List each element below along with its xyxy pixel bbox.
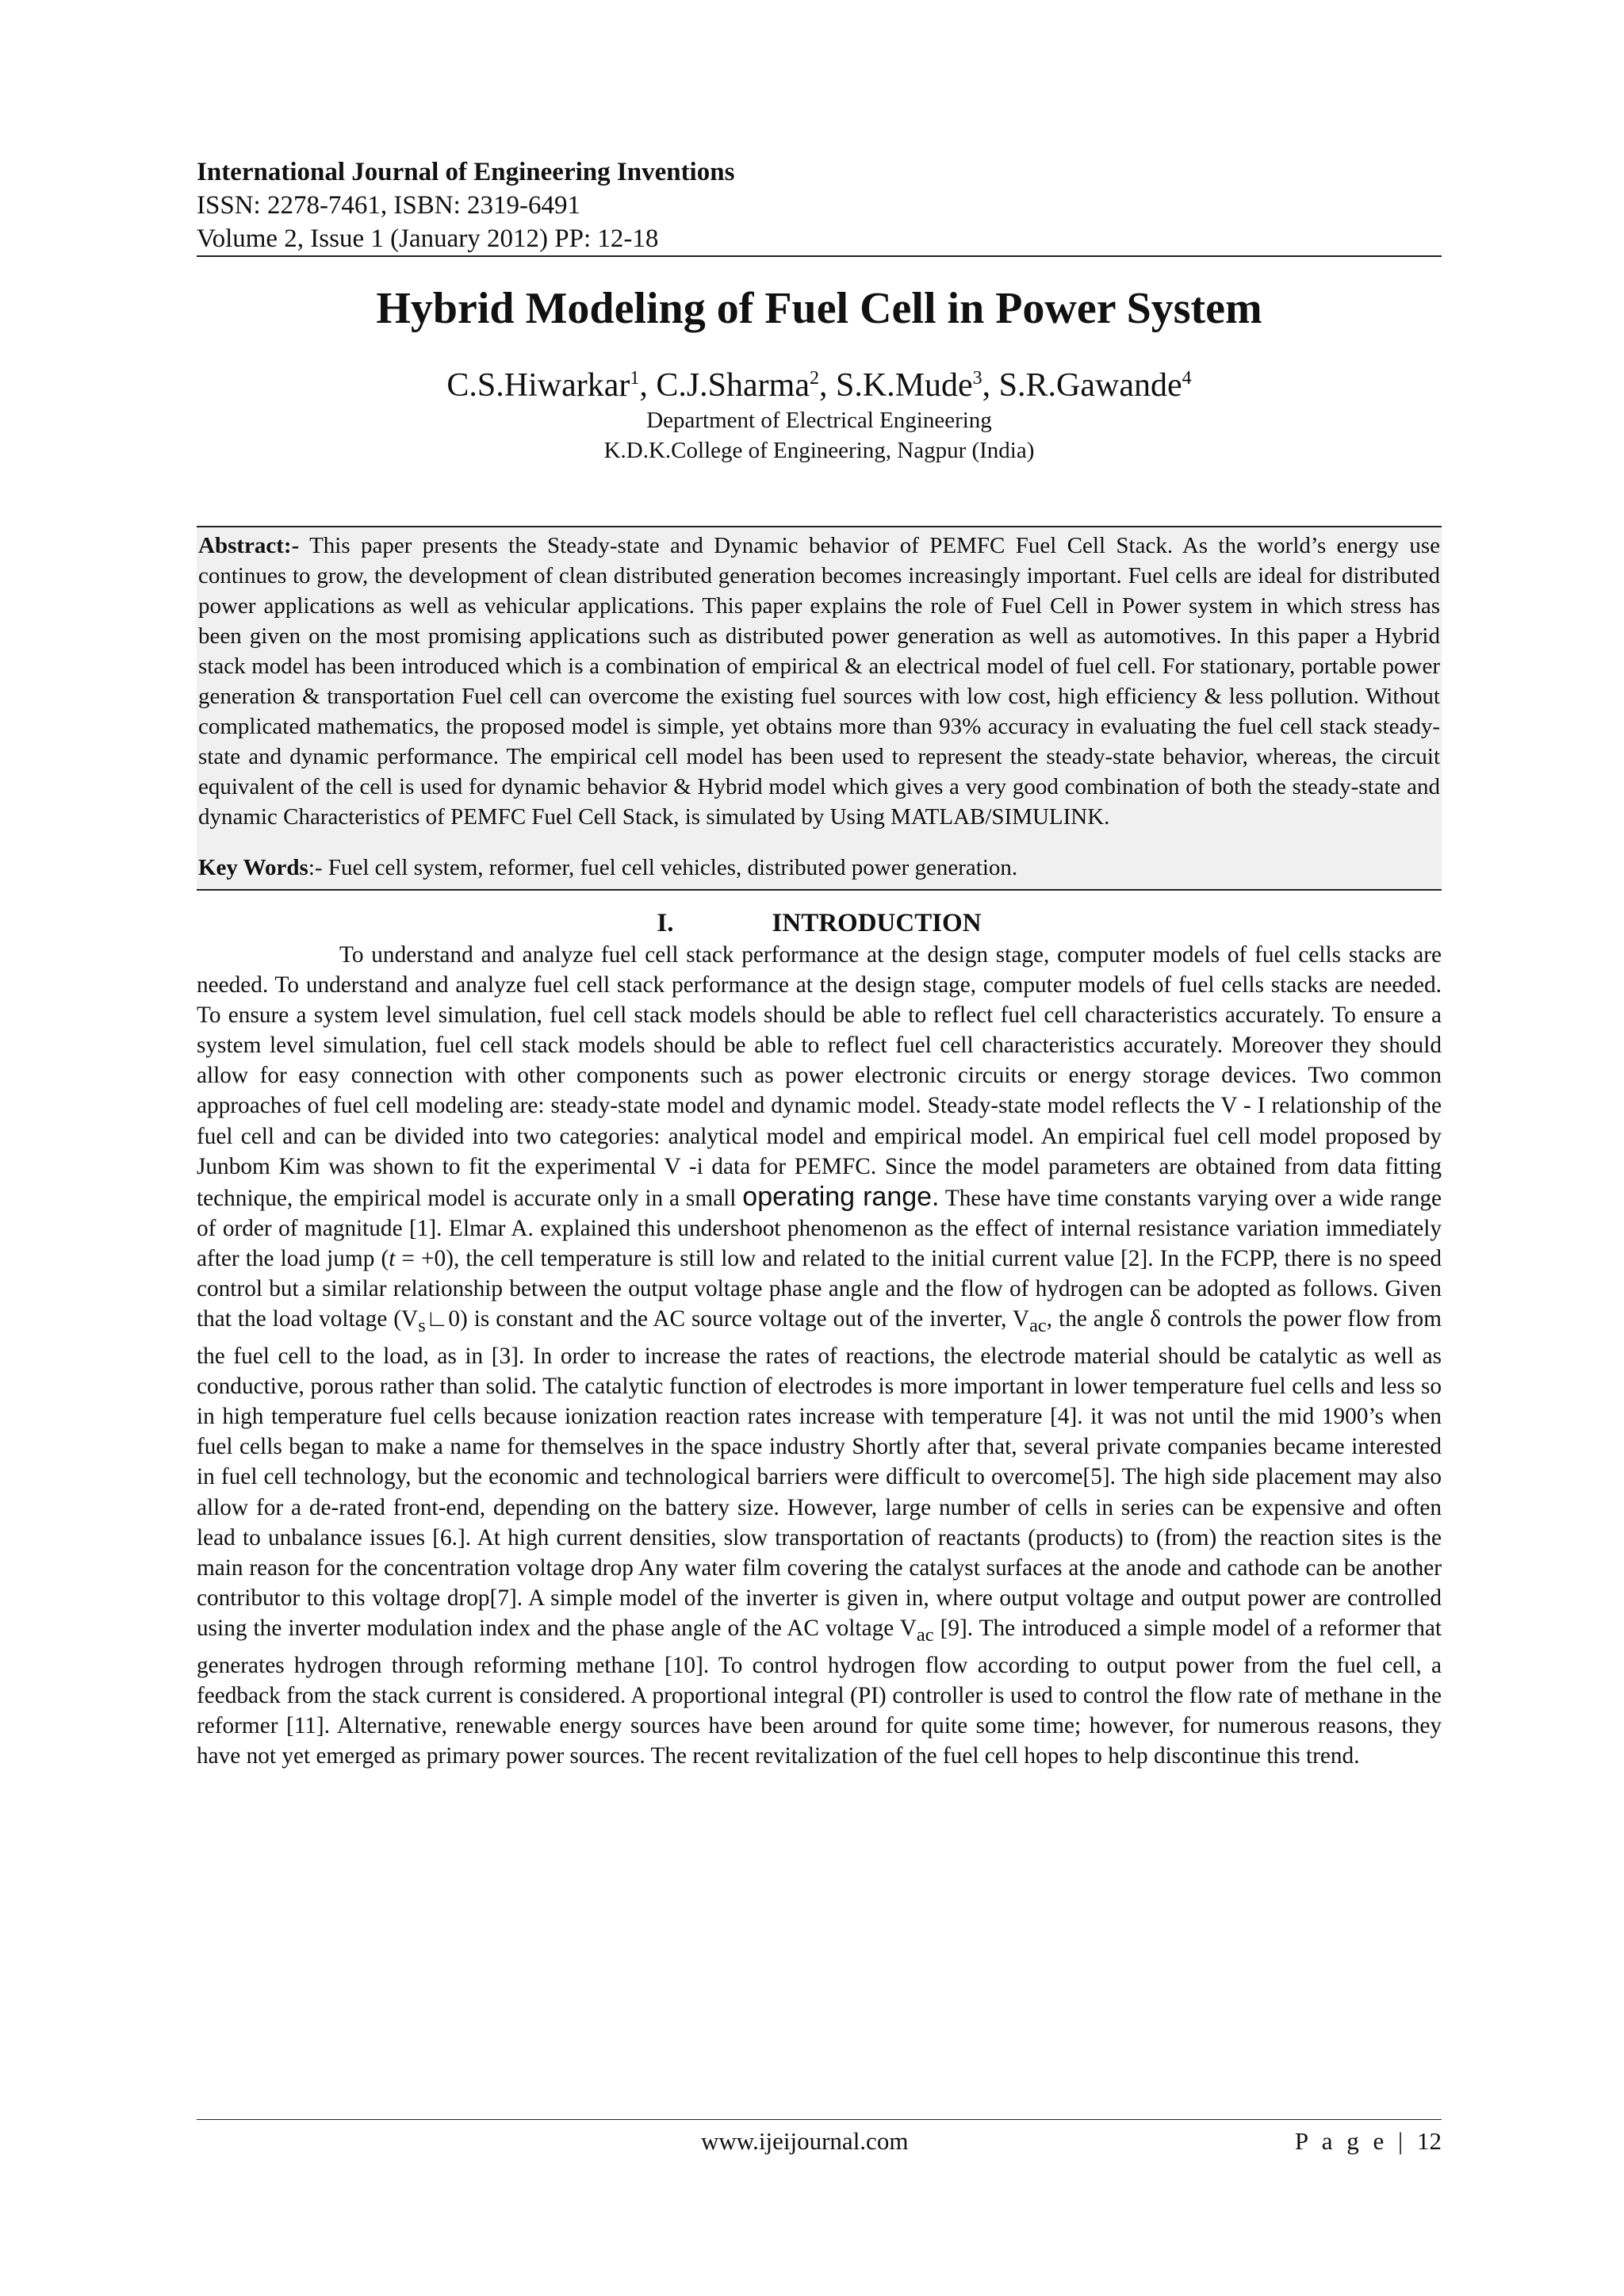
footer-rule xyxy=(197,2119,1442,2120)
journal-header xyxy=(197,155,1442,255)
abstract xyxy=(198,531,1440,832)
journal-issn: ISSN: 2278-7461, ISBN: 2319-6491 xyxy=(197,191,581,220)
paper-title: Hybrid Modeling of Fuel Cell in Power System xyxy=(376,284,1262,333)
author-name: C.S.Hiwarkar xyxy=(446,367,630,404)
journal-name: International Journal of Engineering Inventions xyxy=(197,158,735,186)
keywords-sep: :- xyxy=(308,855,323,880)
author-sup: 3 xyxy=(972,368,982,389)
journal-volume: Volume 2, Issue 1 (January 2012) PP: 12-18 xyxy=(197,224,659,253)
author-name: C.J.Sharma xyxy=(656,367,810,404)
author-name: S.K.Mude xyxy=(835,367,973,404)
keywords-text: Fuel cell system, reformer, fuel cell vehicles, distributed power generation. xyxy=(322,855,1018,880)
intro-text-4: ∟0) is constant and the AC source voltage out of the inverter, V xyxy=(425,1306,1030,1332)
paper-page xyxy=(197,155,1442,1771)
intro-text-large: operating range. xyxy=(742,1181,940,1212)
intro-text-1: To understand and analyze fuel cell stack performance at the design stage, computer models of fuel cells stacks are needed. To understand and analyze fuel cell stack performance at the design stage, computer models of fuel cells stacks are needed. To ensure a system level simulation, fuel cell stack models should be able to reflect fuel cell characteristics accurately. To ensure a system level simulation, fuel cell stack models should be able to reflect fuel cell characteristics accurately. Moreover they should allow for easy connection with other components such as power electronic circuits or energy storage devices. Two common approaches of fuel cell modeling are: steady-state model and dynamic model. Steady-state model reflects the V - I relationship of the fuel cell and can be divided into two categories: analytical model and empirical model. An empirical fuel cell model proposed by Junbom Kim was shown to fit the experimental V -i data for PEMFC. Since the model parameters are obtained from data fitting technique, the empirical model is accurate only in a small xyxy=(197,942,1442,1211)
section-title: INTRODUCTION xyxy=(772,909,982,937)
affiliation-college: K.D.K.College of Engineering, Nagpur (India) xyxy=(603,438,1035,463)
page-label: P a g e | xyxy=(1294,2127,1408,2155)
keywords xyxy=(198,853,1440,883)
page-number-label xyxy=(1295,2125,1442,2157)
abstract-label: Abstract:- xyxy=(198,533,300,558)
author-sup: 2 xyxy=(809,368,819,389)
affiliation-department: Department of Electrical Engineering xyxy=(646,408,992,433)
abstract-box xyxy=(197,526,1442,891)
author-name: S.R.Gawande xyxy=(998,367,1182,404)
intro-paragraph xyxy=(197,940,1442,1771)
intro-sub-ac-2: ac xyxy=(916,1623,934,1646)
keywords-label: Key Words xyxy=(198,855,308,880)
header-rule xyxy=(197,255,1442,257)
author-sup: 4 xyxy=(1182,368,1192,389)
author-sup: 1 xyxy=(630,368,640,389)
intro-text-3: = +0), the cell temperature is still low and related to the initial current value [2]. In the FCPP, there is no speed control but a similar relationship between the output voltage phase angle and the flow of hydrogen can be adopted as follows. Given that the load voltage (V xyxy=(197,1245,1442,1332)
author-list: C.S.Hiwarkar$^1$, C.J.Sharma$^2$, S.K.Mude$^3$, S.R.Gawande$^4$ xyxy=(446,367,1192,404)
intro-text-6: [9]. The introduced a simple model of a reformer that generates hydrogen through reforming methane [10]. To control hydrogen flow according to output power from the fuel cell, a feedback from the stack current is considered. A proportional integral (PI) controller is used to control the flow rate of methane in the reformer [11]. Alternative, renewable energy sources have been around for quite some time; however, for numerous reasons, they have not yet emerged as primary power sources. The recent revitalization of the fuel cell hopes to help discontinue this trend. xyxy=(197,1615,1442,1769)
section-number: I. xyxy=(657,909,674,937)
intro-text-5: , the angle δ controls the power flow from the fuel cell to the load, as in [3]. In order to increase the rates of reactions, the electrode material should be catalytic as well as conductive, porous rather than solid. The catalytic function of electrodes is more important in lower temperature fuel cells and less so in high temperature fuel cells because ionization reaction rates increase with temperature [4]. it was not until the mid 1900’s when fuel cells began to make a name for themselves in the space industry Shortly after that, several private companies became interested in fuel cell technology, but the economic and technological barriers were difficult to overcome[5]. The high side placement may also allow for a de-rated front-end, depending on the battery size. However, large number of cells in series can be expensive and often lead to unbalance issues [6.]. At high current densities, slow transportation of reactants (products) to (from) the reaction sites is the main reason for the concentration voltage drop Any water film covering the catalyst surfaces at the anode and cathode can be another contributor to this voltage drop[7]. A simple model of the inverter is given in, where output voltage and output power are controlled using the inverter modulation index and the phase angle of the AC voltage V xyxy=(197,1306,1442,1641)
section-heading xyxy=(197,907,1442,940)
intro-italic-t: t xyxy=(389,1245,396,1271)
intro-text-2: These have time constants varying over a wide range of order of magnitude [1]. Elmar A. explained this undershoot phenomenon as the effect of internal resistance variation immediately after the load jump ( xyxy=(197,1185,1442,1271)
journal-website[interactable]: www.ijeijournal.com xyxy=(701,2127,909,2155)
intro-sub-ac: ac xyxy=(1029,1314,1047,1336)
abstract-text: This paper presents the Steady-state and Dynamic behavior of PEMFC Fuel Cell Stack. As the world’s energy use continues to grow, the development of clean distributed generation becomes increasingly important. Fuel cells are ideal for distributed power applications as well as vehicular applications. This paper explains the role of Fuel Cell in Power system in which stress has been given on the most promising applications such as distributed power generation as well as automotives. In this paper a Hybrid stack model has been introduced which is a combination of empirical & an electrical model of fuel cell. For stationary, portable power generation & transportation Fuel cell can overcome the existing fuel sources with low cost, high efficiency & less pollution. Without complicated mathematics, the proposed model is simple, yet obtains more than 93% accuracy in evaluating the fuel cell stack steady-state and dynamic performance. The empirical cell model has been used to represent the steady-state behavior, whereas, the circuit equivalent of the cell is used for dynamic behavior & Hybrid model which gives a very good combination of both the steady-state and dynamic Characteristics of PEMFC Fuel Cell Stack, is simulated by Using MATLAB/SIMULINK. xyxy=(198,533,1440,830)
page-number: 12 xyxy=(1417,2127,1442,2155)
intro-sub-s: s xyxy=(418,1314,426,1336)
